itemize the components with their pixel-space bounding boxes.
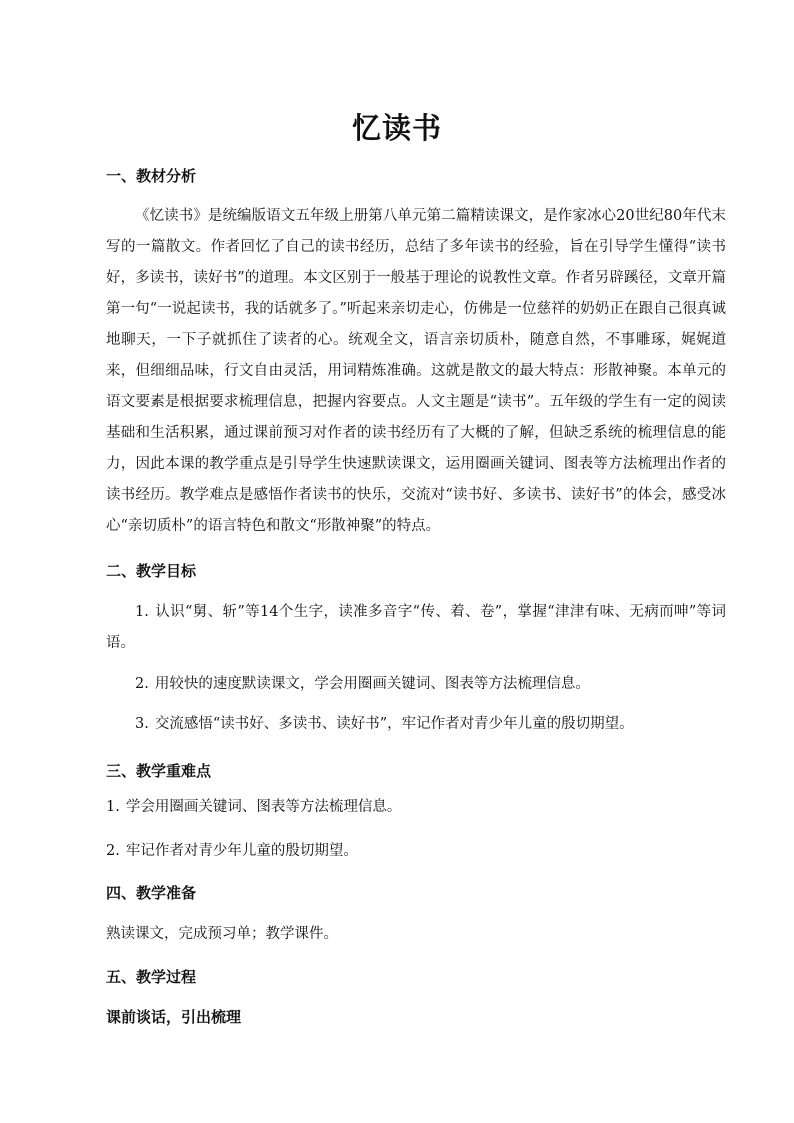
section-heading-preparation: 四、教学准备 <box>106 884 197 902</box>
key-point-text-1: 学会用圈画关键词、图表等方法梳理信息。 <box>125 799 402 815</box>
objective-text-3: 交流感悟“读书好、多读书、读好书”，牢记作者对青少年儿童的殷切期望。 <box>154 716 634 732</box>
key-point-item-2 <box>106 836 726 867</box>
process-subheading: 课前谈话，引出梳理 <box>106 1008 242 1026</box>
objective-number-2: 2. <box>135 676 149 692</box>
key-point-text-2: 牢记作者对青少年儿童的殷切期望。 <box>125 843 358 859</box>
preparation-text: 熟读课文，完成预习单；教学课件。 <box>106 926 338 942</box>
section-heading-objectives: 二、教学目标 <box>106 562 197 580</box>
objective-text-1: 认识“舅、斩”等14个生字，读准多音字“传、着、卷”，掌握“津津有味、无病而呻”等词语。 <box>106 604 726 651</box>
objective-number-3: 3. <box>135 716 149 732</box>
key-point-number-1: 1. <box>106 799 120 815</box>
key-point-number-2: 2. <box>106 843 120 859</box>
objective-number-1: 1. <box>135 604 149 620</box>
section-heading-key-points: 三、教学重难点 <box>106 762 212 780</box>
objective-item-2 <box>106 669 726 700</box>
objective-item-3 <box>106 709 726 740</box>
analysis-paragraph: 《忆读书》是统编版语文五年级上册第八单元第二篇精读课文，是作家冰心20世纪80年代末写的一篇散文。作者回忆了自己的读书经历，总结了多年读书的经验，旨在引导学生懂得“读书好，多读书，读好书”的道理。本文区别于一般基于理论的说教性文章。作者另辟蹊径，文章开篇第一句“一说起读书，我的话就多了。”听起来亲切走心，仿佛是一位慈祥的奶奶正在跟自己很真诚地聊天，一下子就抓住了读者的心。统观全文，语言亲切质朴，随意自然，不事雕琢，娓娓道来，但细细品味，行文自由灵活，用词精炼准确。这就是散文的最大特点：形散神聚。本单元的语文要素是根据要求梳理信息，把握内容要点。人文主题是“读书”。五年级的学生有一定的阅读基础和生活积累，通过课前预习对作者的读书经历有了大概的了解，但缺乏系统的梳理信息的能力，因此本课的教学重点是引导学生快速默读课文，运用圈画关键词、图表等方法梳理出作者的读书经历。教学难点是感悟作者读书的快乐，交流对“读书好、多读书、读好书”的体会，感受冰心“亲切质朴”的语言特色和散文“形散神聚”的特点。 <box>106 208 726 534</box>
page-title: 忆读书 <box>351 111 442 145</box>
section-heading-process: 五、教学过程 <box>106 968 197 986</box>
objective-item-1 <box>106 597 726 659</box>
key-point-item-1 <box>106 792 726 823</box>
section-heading-analysis: 一、教材分析 <box>106 167 197 185</box>
objective-text-2: 用较快的速度默读课文，学会用圈画关键词、图表等方法梳理信息。 <box>154 676 590 692</box>
